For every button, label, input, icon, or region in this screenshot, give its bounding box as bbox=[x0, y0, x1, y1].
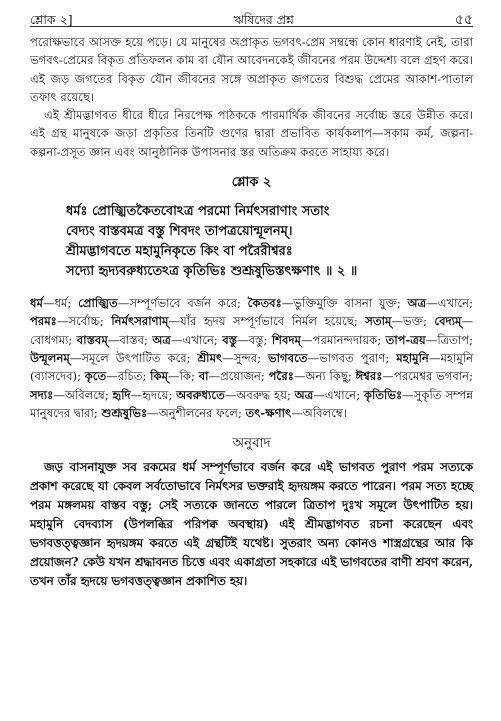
synonym-meaning: অন্য কিছু bbox=[305, 369, 349, 384]
synonym-word: সতাম্ bbox=[365, 314, 392, 329]
synonym-entry: বস্তু—বস্তু; bbox=[222, 332, 272, 347]
synonym-entry: শিবদম্—পরমানন্দদায়ক; bbox=[271, 332, 386, 347]
synonym-meaning: এখানে bbox=[324, 387, 357, 402]
synonym-word: উন্মূলনম্ bbox=[30, 350, 70, 365]
synonym-entry: কৃতিভিঃ—সুকৃতি সম্পন্ন মানুষদের দ্বারা; bbox=[30, 387, 474, 420]
page-number: ৫৫ bbox=[454, 12, 473, 28]
running-header bbox=[30, 8, 473, 27]
synonym-meaning: মহামুনি (ব্যাসদেব) bbox=[30, 350, 474, 384]
synonym-word: কৃতিভিঃ bbox=[363, 387, 403, 402]
header-verse-ref: শ্লোক ২] bbox=[30, 12, 73, 27]
synonym-word: বা bbox=[198, 369, 209, 384]
synonym-meaning: প্রয়োজন bbox=[220, 369, 261, 384]
synonym-word: সদ্যঃ bbox=[30, 387, 54, 402]
synonym-word: অত্র bbox=[407, 296, 427, 311]
synonym-entry: পরমঃ—সর্বোচ্চ; bbox=[30, 314, 112, 329]
synonym-word: কৈতবঃ bbox=[247, 296, 282, 311]
synonym-entry: প্রোজ্ঝিত—সম্পূর্ণভাবে বর্জন করে; bbox=[78, 296, 248, 311]
purport-paragraph: পরোক্ষভাবে আসক্ত হয়ে পড়ে। যে মানুষের অপ্রাকৃত ভগবৎ-প্রেম সম্বন্ধে কোন ধারণাই নেই, তারা ভগবৎ-প্রেমের বিকৃত প্রতিফলন কাম বা যৌন আবেদনকেই জীবনের পরম উদ্দেশ্য বলে গ্রহণ করে। এই জড় জগতের বিকৃত যৌন জীবনের সঙ্গে অপ্রাকৃত জগতের বিশুদ্ধ প্রেমের আকাশ-পাতাল তফাৎ রয়েছে। bbox=[30, 35, 473, 104]
synonym-entry: বেদ্যম্—বোধগম্য; bbox=[30, 314, 474, 347]
synonym-meaning: সমূলে উৎপাটিত করে bbox=[81, 350, 187, 365]
synonym-meaning: হৃদয়ে bbox=[142, 387, 169, 402]
translation-title: অনুবাদ bbox=[232, 435, 271, 452]
synonym-word: হৃদি bbox=[112, 387, 131, 402]
synonym-entry: উন্মূলনম্—সমূলে উৎপাটিত করে; bbox=[30, 350, 198, 365]
header-chapter-title: ঋষিদের প্রশ্ন bbox=[233, 12, 294, 27]
synonym-word: ঈশ্বরঃ bbox=[355, 369, 383, 384]
synonym-meaning: পরমানন্দদায়ক bbox=[312, 332, 378, 347]
synonym-entry: মহামুনি—মহামুনি (ব্যাসদেব); bbox=[30, 350, 474, 384]
synonym-entry: অবরুধ্যতে—অবরুদ্ধ হয়; bbox=[176, 387, 295, 402]
synonym-word: নির্মৎসরাণাম্ bbox=[111, 314, 169, 329]
synonym-meaning: ভুক্তিমুক্তি বাসনা যুক্ত bbox=[293, 296, 397, 311]
synonym-entry: পরৈঃ—অন্য কিছু; bbox=[268, 369, 356, 384]
synonym-word: প্রোজ্ঝিত bbox=[78, 296, 118, 311]
synonym-meaning: অবরুদ্ধ হয় bbox=[236, 387, 287, 402]
synonym-entry: কিম্—কি; bbox=[150, 369, 199, 384]
synonym-entry: ধর্ম—ধর্ম; bbox=[30, 296, 79, 311]
synonym-entry: বাস্তবম্—বাস্তব; bbox=[76, 332, 153, 347]
verse-line: শ্রীমদ্ভাগবতে মহামুনিকৃতে কিং বা পরৈরীশ্বরঃ bbox=[66, 244, 293, 260]
synonym-meaning: বোধগম্য bbox=[30, 332, 69, 347]
synonym-word: অত্র bbox=[152, 332, 171, 347]
synonym-word: অবরুধ্যতে bbox=[176, 387, 225, 402]
synonym-meaning: রচিত bbox=[117, 369, 143, 384]
purport-paragraph: এই শ্রীমদ্ভাগবত ধীরে ধীরে নিরপেক্ষ পাঠককে পারমার্থিক জীবনের সর্বোচ্চ স্তরে উন্নীত করে। এই গ্রন্থ মানুষকে জড়া প্রকৃতির তিনটি গুণের দ্বারা প্রভাবিত কার্যকলাপ—সকাম কর্ম, জল্পনা-কল্পনা-প্রসূত জ্ঞান এবং আনুষ্ঠানিক উপাসনার স্তর অতিক্রম করতে সাহায্য করে। bbox=[30, 108, 473, 159]
synonym-word: বাস্তবম্ bbox=[76, 332, 108, 347]
synonym-word: তাপ-ত্রয় bbox=[385, 332, 426, 347]
synonym-entry: অত্র—এখানে; bbox=[294, 387, 364, 402]
verse-line: ধর্মঃ প্রোজ্ঝিতকৈতবোঽত্র পরমো নির্মৎসরাণাং সতাং bbox=[66, 204, 330, 220]
synonym-word: বস্তু bbox=[222, 332, 238, 347]
synonym-entry: শুশ্রূষুভিঃ—অনুশীলনের ফলে; bbox=[101, 405, 246, 420]
translation-text: জড় বাসনাযুক্ত সব রকমের ধর্ম সম্পূর্ণভাবে বর্জন করে এই ভাগবত পুরাণ পরম সত্যকে প্রকাশ করেছে যা কেবল সর্বতোভাবে নির্মৎসর ভক্তরাই হৃদয়ঙ্গম করতে পারেন। পরম সত্য হচ্ছে পরম মঙ্গলময় বাস্তব বস্তু; সেই সত্যকে জানতে পারলে ত্রিতাপ দুঃখ সমূলে উৎপাটিত হয়। মহামুনি বেদব্যাস (উপলব্ধির পরিপক্ব অবস্থায়) এই শ্রীমদ্ভাগবত রচনা করেছেন এবং ভগবত্তত্ত্বজ্ঞান হৃদয়ঙ্গম করতে এই গ্রন্থটিই যথেষ্ট। সুতরাং অন্য কোনও শাস্ত্রগ্রন্থের আর কি প্রয়োজন? কেউ যখন শ্রদ্ধাবনত চিত্তে এবং একাগ্রতা সহকারে এই ভাগবতের বাণী শ্রবণ করেন, তখন তাঁর হৃদয়ে ভগবত্তত্ত্বজ্ঞান প্রকাশিত হয়। bbox=[30, 460, 473, 589]
synonym-meaning: ধর্ম bbox=[54, 296, 68, 311]
synonym-word: শ্রীমৎ bbox=[197, 350, 223, 365]
synonym-meaning: সুন্দর bbox=[233, 350, 258, 365]
synonym-meaning: বাস্তব bbox=[119, 332, 145, 347]
synonym-entry: কৃতে—রচিত; bbox=[84, 369, 151, 384]
synonym-word: পরৈঃ bbox=[268, 369, 294, 384]
verse-text bbox=[30, 202, 473, 282]
synonym-entry: কৈতবঃ—ভুক্তিমুক্তি বাসনা যুক্ত; bbox=[247, 296, 408, 311]
synonym-word: কিম্ bbox=[150, 369, 169, 384]
synonym-word: ধর্ম bbox=[30, 296, 43, 311]
synonym-meaning: সুকৃতি সম্পন্ন মানুষদের দ্বারা bbox=[30, 387, 474, 420]
synonym-entry: অত্র—এখানে; bbox=[152, 332, 223, 347]
synonym-meaning: অবিলম্বে bbox=[64, 387, 105, 402]
synonym-meaning: পরমেশ্বর ভগবান bbox=[394, 369, 470, 384]
synonym-word: পরমঃ bbox=[30, 314, 57, 329]
synonym-meaning: অবিলম্বে bbox=[302, 405, 343, 420]
synonym-entry: সদ্যঃ—অবিলম্বে; bbox=[30, 387, 113, 402]
synonym-entry: তাপ-ত্রয়—ত্রিতাপ; bbox=[385, 332, 473, 347]
synonym-entry: সতাম্—ভক্ত; bbox=[365, 314, 435, 329]
synonym-meaning: এখানে bbox=[437, 296, 470, 311]
synonym-word: কৃতে bbox=[84, 369, 107, 384]
synonym-word: বেদ্যম্ bbox=[434, 314, 462, 329]
synonym-meaning: অনুশীলনের ফলে bbox=[158, 405, 238, 420]
synonym-meaning: ভাগবত পুরাণ bbox=[319, 350, 386, 365]
synonym-word: অত্র bbox=[294, 387, 314, 402]
synonym-word: মহামুনি bbox=[396, 350, 429, 365]
synonym-meaning: ত্রিতাপ bbox=[437, 332, 470, 347]
synonym-word: ভাগবতে bbox=[268, 350, 308, 365]
synonym-entry: অত্র—এখানে; bbox=[407, 296, 473, 311]
synonym-entry: বা—প্রয়োজন; bbox=[198, 369, 269, 384]
synonym-entry: শ্রীমৎ—সুন্দর; bbox=[197, 350, 269, 365]
synonym-entry: নির্মৎসরাণাম্—যাঁর হৃদয় সম্পূর্ণভাবে নির্মল হয়েছে; bbox=[111, 314, 366, 329]
verse-title: শ্লোক ২ bbox=[231, 175, 272, 191]
synonym-word: শুশ্রূষুভিঃ bbox=[101, 405, 148, 420]
synonym-word: শিবদম্ bbox=[271, 332, 301, 347]
synonym-entry: হৃদি—হৃদয়ে; bbox=[112, 387, 177, 402]
verse-line: সদ্যো হৃদ্যবরুধ্যতেঽত্র কৃতিভিঃ শুশ্রূষুভিস্তৎক্ষণাৎ ॥ ২ ॥ bbox=[66, 264, 358, 280]
synonym-entry: ভাগবতে—ভাগবত পুরাণ; bbox=[268, 350, 397, 365]
synonym-entry: ঈশ্বরঃ—পরমেশ্বর ভগবান; bbox=[355, 369, 473, 384]
synonym-meaning: সর্বোচ্চ bbox=[68, 314, 100, 329]
synonym-word: তৎ-ক্ষণাৎ bbox=[245, 405, 292, 420]
synonym-meaning: এখানে bbox=[182, 332, 214, 347]
synonym-meaning: কি bbox=[179, 369, 192, 384]
synonym-meaning: সম্পূর্ণভাবে বর্জন করে bbox=[129, 296, 237, 311]
synonym-entry: তৎ-ক্ষণাৎ—অবিলম্বে। bbox=[245, 405, 347, 420]
verse-line: বেদ্যং বাস্তবমত্র বস্তু শিবদং তাপত্রয়োন্মূলনম্। bbox=[66, 224, 293, 240]
word-meanings bbox=[30, 294, 473, 422]
synonym-meaning: যাঁর হৃদয় সম্পূর্ণভাবে নির্মল হয়েছে bbox=[180, 314, 354, 329]
synonym-meaning: ভক্ত bbox=[403, 314, 423, 329]
synonym-meaning: বস্তু bbox=[248, 332, 264, 347]
